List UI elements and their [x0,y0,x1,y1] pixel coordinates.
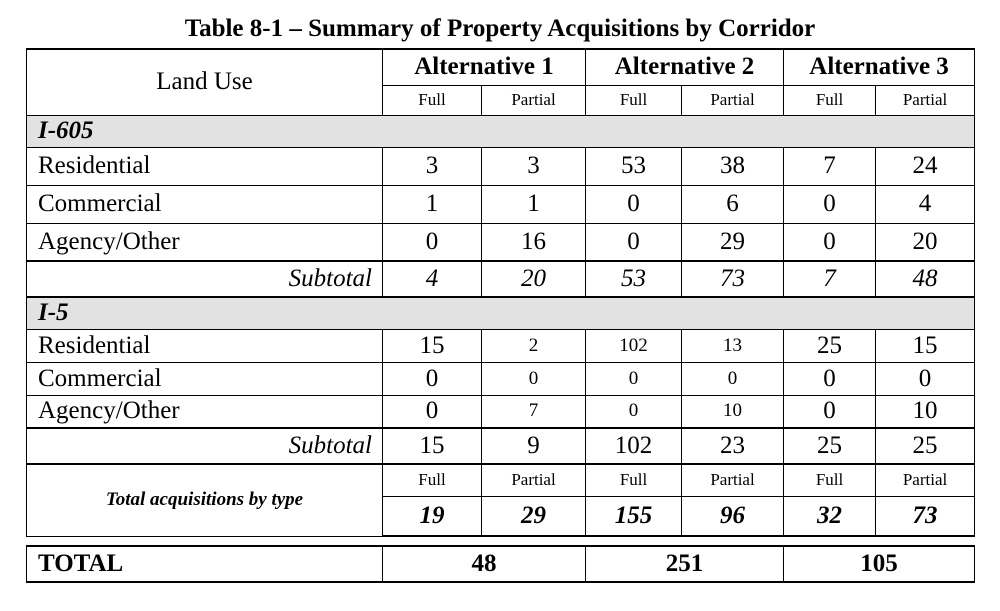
row-label: Commercial [27,185,383,223]
spacer-row [27,536,975,546]
subtotal-label: Subtotal [27,428,383,464]
grand-total-label: TOTAL [27,546,383,582]
table-row [27,329,975,362]
cell: 0 [383,395,482,428]
type-header: Full [784,85,876,115]
cell: 4 [876,185,975,223]
cell: 0 [383,362,482,395]
cell: 15 [383,428,482,464]
type-header: Partial [482,464,586,496]
cell: 155 [586,496,682,536]
type-header: Partial [682,464,784,496]
acquisitions-table [26,48,975,583]
cell: 0 [784,395,876,428]
cell: 32 [784,496,876,536]
cell: 24 [876,147,975,185]
row-label: Residential [27,329,383,362]
cell: 96 [682,496,784,536]
section-row [27,297,975,329]
cell: 15 [876,329,975,362]
type-header: Partial [482,85,586,115]
cell: 38 [682,147,784,185]
land-use-header: Land Use [27,49,383,115]
cell: 53 [586,147,682,185]
type-header: Partial [682,85,784,115]
cell: 10 [876,395,975,428]
cell: 2 [482,329,586,362]
row-label: Residential [27,147,383,185]
spacer [27,536,975,546]
cell: 7 [784,261,876,297]
table-title: Table 8-1 – Summary of Property Acquisitions by Corridor [184,15,816,42]
totals-type-header-row [27,464,975,496]
cell: 3 [383,147,482,185]
cell: 0 [682,362,784,395]
cell: 48 [876,261,975,297]
alternative-3-header: Alternative 3 [784,49,975,85]
cell: 0 [482,362,586,395]
cell: 73 [682,261,784,297]
totals-by-type-label: Total acquisitions by type [27,464,383,536]
cell: 73 [876,496,975,536]
subtotal-row [27,428,975,464]
type-header: Full [784,464,876,496]
grand-total-alt-1: 48 [383,546,586,582]
cell: 0 [784,223,876,261]
cell: 25 [784,428,876,464]
table-row [27,362,975,395]
type-header: Full [383,464,482,496]
row-label: Agency/Other [27,223,383,261]
section-label: I-605 [27,115,975,147]
cell: 13 [682,329,784,362]
cell: 15 [383,329,482,362]
table-row [27,223,975,261]
cell: 25 [876,428,975,464]
cell: 20 [482,261,586,297]
cell: 6 [682,185,784,223]
type-header: Partial [876,464,975,496]
cell: 53 [586,261,682,297]
cell: 29 [682,223,784,261]
cell: 0 [586,395,682,428]
cell: 0 [586,185,682,223]
cell: 0 [876,362,975,395]
table-row [27,185,975,223]
alternative-2-header: Alternative 2 [586,49,784,85]
subtotal-row [27,261,975,297]
grand-total-alt-2: 251 [586,546,784,582]
type-header: Partial [876,85,975,115]
cell: 3 [482,147,586,185]
cell: 0 [383,223,482,261]
cell: 10 [682,395,784,428]
type-header: Full [586,85,682,115]
section-label: I-5 [27,297,975,329]
alternative-1-header: Alternative 1 [383,49,586,85]
cell: 7 [482,395,586,428]
cell: 102 [586,428,682,464]
cell: 0 [586,223,682,261]
cell: 7 [784,147,876,185]
type-header: Full [383,85,482,115]
cell: 20 [876,223,975,261]
row-label: Commercial [27,362,383,395]
cell: 0 [784,362,876,395]
cell: 9 [482,428,586,464]
cell: 1 [482,185,586,223]
cell: 16 [482,223,586,261]
cell: 25 [784,329,876,362]
subtotal-label: Subtotal [27,261,383,297]
cell: 29 [482,496,586,536]
table-row [27,395,975,428]
header-row-alternatives [27,49,975,85]
type-header: Full [586,464,682,496]
cell: 1 [383,185,482,223]
cell: 0 [586,362,682,395]
grand-total-alt-3: 105 [784,546,975,582]
row-label: Agency/Other [27,395,383,428]
table-row [27,147,975,185]
cell: 23 [682,428,784,464]
cell: 102 [586,329,682,362]
grand-total-row [27,546,975,582]
cell: 4 [383,261,482,297]
section-row [27,115,975,147]
cell: 19 [383,496,482,536]
cell: 0 [784,185,876,223]
